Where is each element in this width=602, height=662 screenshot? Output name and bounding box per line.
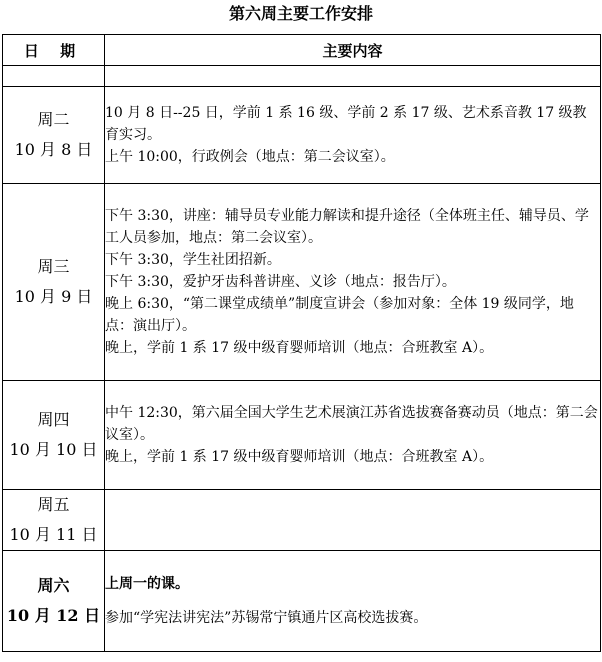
date-cell xyxy=(3,87,105,184)
weekday: 周四 xyxy=(37,410,70,429)
content-cell xyxy=(105,490,601,551)
table-row xyxy=(3,551,601,652)
date-column-header: 日 期 xyxy=(3,35,105,66)
empty-date-cell xyxy=(3,66,105,87)
weekday: 周六 xyxy=(37,576,70,595)
schedule-item: 晚上，学前 1 系 17 级中级育婴师培训（地点：合班教室 A）。 xyxy=(105,340,494,356)
empty-row xyxy=(3,66,601,87)
table-row xyxy=(3,490,601,551)
header-row xyxy=(3,35,601,66)
schedule-item: 下午 3:30，爱护牙齿科普讲座、义诊（地点：报告厅）。 xyxy=(105,274,456,290)
date: 10 月 8 日 xyxy=(14,140,93,159)
schedule-item: 参加“学宪法讲宪法”苏锡常宁镇通片区高校选拔赛。 xyxy=(105,610,428,626)
date: 10 月 11 日 xyxy=(9,525,98,544)
date: 10 月 10 日 xyxy=(9,440,98,459)
content-cell xyxy=(105,551,601,652)
table-row xyxy=(3,184,601,381)
weekday: 周五 xyxy=(37,495,70,514)
schedule-item: 上周一的课。 xyxy=(105,576,189,592)
date-cell xyxy=(3,184,105,381)
content-cell xyxy=(105,184,601,381)
schedule-item: 10 月 8 日--25 日，学前 1 系 16 级、学前 2 系 17 级、艺术系音教 17 级教育实习。 xyxy=(105,105,587,143)
table-row xyxy=(3,381,601,490)
content-cell xyxy=(105,87,601,184)
schedule-item: 上午 10:00，行政例会（地点：第二会议室）。 xyxy=(105,149,395,165)
date-cell xyxy=(3,490,105,551)
content-column-header: 主要内容 xyxy=(105,35,601,66)
content-cell xyxy=(105,381,601,490)
date-cell xyxy=(3,381,105,490)
schedule-item: 下午 3:30，学生社团招新。 xyxy=(105,252,281,268)
schedule-item: 下午 3:30，讲座：辅导员专业能力解读和提升途径（全体班主任、辅导员、学工人员参加，地点：第二会议室）。 xyxy=(105,208,589,246)
table-row xyxy=(3,87,601,184)
schedule-item: 中午 12:30，第六届全国大学生艺术展演江苏省选拔赛备赛动员（地点：第二会议室）。 xyxy=(105,405,598,443)
empty-content-cell xyxy=(105,66,601,87)
schedule-table xyxy=(2,34,601,652)
weekday: 周三 xyxy=(37,257,70,276)
date: 10 月 9 日 xyxy=(14,287,93,306)
date: 10 月 12 日 xyxy=(6,606,101,625)
date-cell xyxy=(3,551,105,652)
schedule-item: 晚上 6:30，“第二课堂成绩单”制度宣讲会（参加对象：全体 19 级同学，地点：演出厅）。 xyxy=(105,296,574,334)
weekday: 周二 xyxy=(37,110,70,129)
page-title: 第六周主要工作安排 xyxy=(228,4,373,23)
schedule-item: 晚上，学前 1 系 17 级中级育婴师培训（地点：合班教室 A）。 xyxy=(105,449,494,465)
